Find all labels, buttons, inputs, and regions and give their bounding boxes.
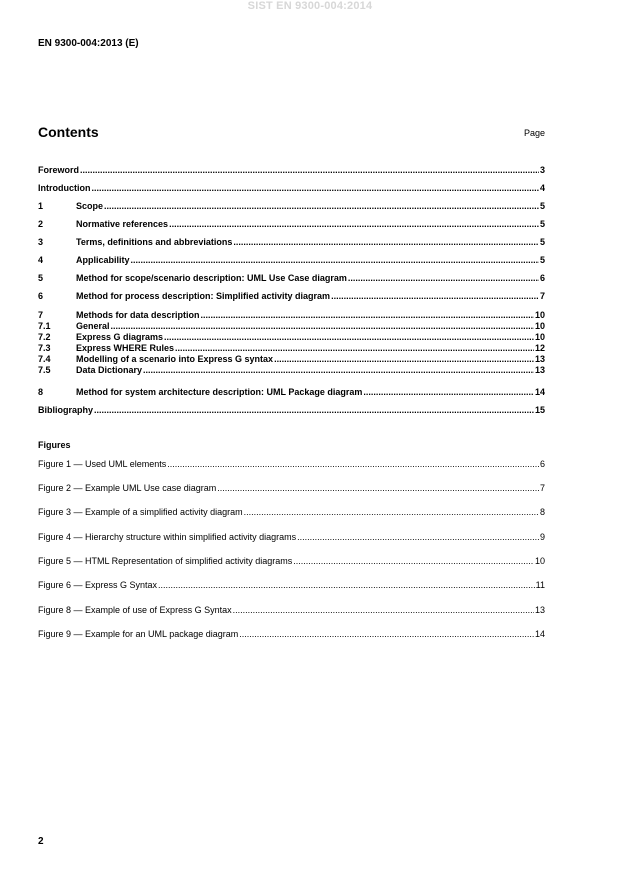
toc-entry-page: 13 xyxy=(534,354,545,364)
toc-entry-number: 4 xyxy=(38,255,44,265)
toc-entry-number: 8 xyxy=(38,387,44,397)
figure-entry-page: 11 xyxy=(535,580,545,590)
figure-entry-page: 14 xyxy=(534,629,545,639)
toc-entry-page: 5 xyxy=(539,237,545,247)
dot-leader xyxy=(167,459,539,469)
figure-entry[interactable] xyxy=(38,532,545,542)
figure-entry-title: Figure 1 — Used UML elements xyxy=(38,459,167,469)
toc-entry[interactable] xyxy=(38,387,545,397)
toc-entry-page: 5 xyxy=(539,219,545,229)
toc-entry[interactable] xyxy=(38,237,545,247)
toc-entry-page: 3 xyxy=(539,165,545,175)
figure-entry-page: 9 xyxy=(539,532,545,542)
toc-entry-title: Express WHERE Rules xyxy=(76,343,175,353)
figure-entry-page: 10 xyxy=(534,556,545,566)
toc-entry[interactable] xyxy=(38,219,545,229)
toc-entry-number: 7.3 xyxy=(38,343,51,353)
toc-entry-page: 5 xyxy=(539,255,545,265)
toc-entry-page: 10 xyxy=(534,332,545,342)
figure-entry-page: 13 xyxy=(534,605,545,615)
document-id: EN 9300-004:2013 (E) xyxy=(38,38,139,49)
dot-leader xyxy=(111,321,534,331)
dot-leader xyxy=(158,580,535,590)
dot-leader xyxy=(293,556,534,566)
toc-entry-title: Modelling of a scenario into Express G syntax xyxy=(76,354,274,364)
toc-entry[interactable] xyxy=(38,165,545,175)
toc-entry[interactable] xyxy=(38,332,545,342)
toc-entry-number: 1 xyxy=(38,201,44,211)
figure-entry-title: Figure 3 — Example of a simplified activity diagram xyxy=(38,507,243,517)
toc-entry-number: 3 xyxy=(38,237,44,247)
toc-entry[interactable] xyxy=(38,183,545,193)
dot-leader xyxy=(331,291,539,301)
toc-entry-page: 13 xyxy=(534,365,545,375)
toc-entry-page: 12 xyxy=(534,343,545,353)
toc-entry[interactable] xyxy=(38,405,545,415)
figure-entry[interactable] xyxy=(38,629,545,639)
toc-entry-page: 15 xyxy=(534,405,545,415)
contents-title: Contents xyxy=(38,124,99,140)
toc-entry-title: Data Dictionary xyxy=(76,365,143,375)
dot-leader xyxy=(80,165,539,175)
toc-entry-title: Foreword xyxy=(38,165,80,175)
toc-entry-number: 5 xyxy=(38,273,44,283)
toc-entry-number: 7.5 xyxy=(38,365,51,375)
toc-entry-page: 7 xyxy=(539,291,545,301)
toc-entry[interactable] xyxy=(38,354,545,364)
dot-leader xyxy=(92,183,539,193)
toc-entry-title: Introduction xyxy=(38,183,91,193)
dot-leader xyxy=(233,237,539,247)
toc-entry[interactable] xyxy=(38,310,545,320)
toc-entry-number: 6 xyxy=(38,291,44,301)
dot-leader xyxy=(244,507,539,517)
dot-leader xyxy=(169,219,539,229)
figure-entry[interactable] xyxy=(38,556,545,566)
dot-leader xyxy=(143,365,534,375)
toc-entry-title: Method for process description: Simplified activity diagram xyxy=(76,291,331,301)
toc-entry-page: 4 xyxy=(539,183,545,193)
figure-entry-title: Figure 4 — Hierarchy structure within simplified activity diagrams xyxy=(38,532,297,542)
dot-leader xyxy=(94,405,534,415)
dot-leader xyxy=(363,387,534,397)
dot-leader xyxy=(201,310,534,320)
toc-entry[interactable] xyxy=(38,255,545,265)
toc-entry[interactable] xyxy=(38,343,545,353)
dot-leader xyxy=(348,273,539,283)
figure-entry[interactable] xyxy=(38,459,545,469)
dot-leader xyxy=(274,354,534,364)
toc-entry-title: Bibliography xyxy=(38,405,94,415)
figure-entry-page: 7 xyxy=(539,483,545,493)
page-column-label: Page xyxy=(523,128,545,138)
toc-entry[interactable] xyxy=(38,291,545,301)
toc-entry-title: Method for system architecture description: UML Package diagram xyxy=(76,387,363,397)
dot-leader xyxy=(164,332,534,342)
toc-entry-title: Applicability xyxy=(76,255,130,265)
toc-entry[interactable] xyxy=(38,201,545,211)
toc-entry[interactable] xyxy=(38,273,545,283)
toc-entry-title: Terms, definitions and abbreviations xyxy=(76,237,233,247)
figure-entry[interactable] xyxy=(38,483,545,493)
toc-entry-number: 7.2 xyxy=(38,332,51,342)
toc-entry-title: Method for scope/scenario description: UML Use Case diagram xyxy=(76,273,347,283)
toc-entry-page: 5 xyxy=(539,201,545,211)
figure-entry[interactable] xyxy=(38,507,545,517)
toc-entry-number: 2 xyxy=(38,219,44,229)
watermark: SIST EN 9300-004:2014 xyxy=(247,0,373,12)
toc-entry-title: Express G diagrams xyxy=(76,332,164,342)
figures-heading: Figures xyxy=(38,440,71,450)
figure-entry-title: Figure 5 — HTML Representation of simplified activity diagrams xyxy=(38,556,293,566)
dot-leader xyxy=(233,605,534,615)
figure-entry[interactable] xyxy=(38,605,545,615)
toc-entry-page: 14 xyxy=(534,387,545,397)
dot-leader xyxy=(175,343,534,353)
toc-entry-title: Scope xyxy=(76,201,104,211)
dot-leader xyxy=(239,629,534,639)
toc-entry[interactable] xyxy=(38,365,545,375)
figure-entry-title: Figure 2 — Example UML Use case diagram xyxy=(38,483,217,493)
toc-entry-title: Methods for data description xyxy=(76,310,200,320)
figure-entry-title: Figure 9 — Example for an UML package diagram xyxy=(38,629,239,639)
toc-entry-number: 7.4 xyxy=(38,354,51,364)
dot-leader xyxy=(297,532,539,542)
toc-entry-page: 6 xyxy=(539,273,545,283)
figure-entry-page: 6 xyxy=(539,459,545,469)
page-number: 2 xyxy=(38,836,44,847)
toc-entry-page: 10 xyxy=(534,321,545,331)
toc-entry-title: Normative references xyxy=(76,219,169,229)
dot-leader xyxy=(217,483,539,493)
figure-entry[interactable] xyxy=(38,580,545,590)
dot-leader xyxy=(104,201,539,211)
figure-entry-title: Figure 6 — Express G Syntax xyxy=(38,580,158,590)
toc-entry-number: 7 xyxy=(38,310,44,320)
dot-leader xyxy=(131,255,539,265)
toc-entry-number: 7.1 xyxy=(38,321,51,331)
figure-entry-title: Figure 8 — Example of use of Express G Syntax xyxy=(38,605,232,615)
toc-entry-title: General xyxy=(76,321,110,331)
figure-entry-page: 8 xyxy=(539,507,545,517)
toc-entry[interactable] xyxy=(38,321,545,331)
toc-entry-page: 10 xyxy=(534,310,545,320)
